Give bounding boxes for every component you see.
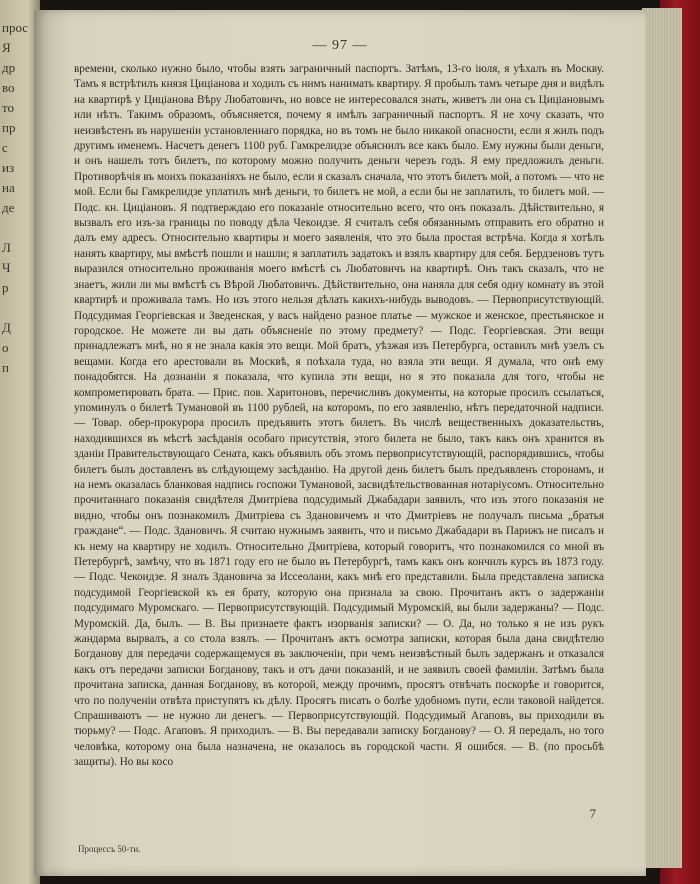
signature-mark: 7: [589, 806, 596, 821]
running-footer: Процессъ 50-ти.: [78, 844, 141, 854]
body-paragraph: времени, сколько нужно было, чтобы взять заграничный паспортъ. Затѣмъ, 13-го іюля, я уѣхалъ въ Москву. Тамъ я встрѣтилъ князя Цицiанова и ходилъ съ нимъ нанимать квартиру. Я пробылъ тамъ четыре дня и видѣлъ на квартирѣ у Цицiанова Вѣру Любатовичъ, но вовсе не интересовался знать, живетъ ли она съ Цицiановымъ или нѣтъ. Такимъ образомъ, объясняется, почему я имѣлъ заграничный паспортъ. Я не хочу сказать, что неизвѣстенъ въ нарушеніи установленнаго порядка, но въ томъ не было никакой опасности, если я жилъ подъ другимъ именемъ. Насчетъ денегъ 1100 руб. Гамкрелидзе объяснилъ все какъ было. Ему нужны были деньги, и онъ нашелъ тотъ билетъ, по которому можно получить деньги черезъ годъ. Я ему предложилъ деньги. Противорѣчія въ моихъ показаніяхъ не было, если я сказалъ сначала, что этотъ билетъ мой, а потомъ — что не мой. Если бы Гамкрелидзе уплатилъ мнѣ деньги, то билетъ не мой, а если бы не заплатилъ, то билетъ мой. — Подс. кн. Цицiановъ. Я подтверждаю его показаніе относительно всего, что онъ показалъ. Дѣйствительно, я вызвалъ его изъ-за границы по поводу дѣла Чекоидзе. Я считалъ себя обязаннымъ отправить его обратно и далъ ему адресъ. Относительно квартиры и моего заявленія, что это была простая встрѣча. Когда я хотѣлъ нанять квартиру, мы вмѣстѣ пошли и нашли; я заплатилъ задатокъ и взялъ квартиру для себя. Бердзеновъ тутъ выразился относительно проживанія моего вмѣстѣ съ Любатовичъ на квартирѣ. Онъ такъ сказалъ, что не знаетъ, жили ли мы вмѣстѣ съ Вѣрой Любатовичъ. Дѣйствительно, она наняла для себя одну комнату въ этой квартирѣ и проживала тамъ. Но изъ этого нельзя дѣлать какихъ-нибудь выводовъ. — Первоприсутствующій. Подсудимая Георгіевская и Зведенская, у васъ найдено разное платье — мужское и женское, престьянское и городское. Не можете ли вы дать объясненіе по этому предмету? — Подс. Георгіевская. Эти вещи принадлежатъ мнѣ, но я не знала какія это вещи. Мой братъ, уѣзжая изъ Петербурга, оставилъ мнѣ узелъ съ вещами. Когда его арестовали въ Москвѣ, я поѣхала туда, но взяла эти вещи. Я думала, что онѣ ему понадобятся. На дознаніи я показала, что купила эти вещи, но я это показала для того, чтобы не компрометировать брата. — Прис. пов. Харитоновъ, перечисливъ документы, на которые просилъ ссылаться, упоминулъ о билетѣ Тумановой въ 1100 рублей, на которомъ, по его заявленію, нѣтъ передаточной надписи. — Товар. обер-прокурора просилъ предъявить этотъ билетъ. Въ числѣ вещественныхъ доказательствъ, находившихся въ мѣстѣ засѣданія особаго присутствія, этого билета не было, такъ какъ онъ хранится въ зданіи Правительствующаго Сената, какъ объявилъ объ этомъ первоприсутствующій, распорядившись, чтобы билетъ былъ доставленъ въ слѣдующему засѣданію. На другой день билетъ былъ предъявленъ сторонамъ, и на немъ оказалась бланковая надпись госпожи Тумановой, засвидѣтельствованная нотаріусомъ. Относительно прочитаннаго показанія свидѣтеля Дмитріева подсудимый Джабадари заявилъ, что изъ этого показанія не видно, чтобы онъ познакомилъ Дмитріева съ Здановичемъ и что Дмитріевъ не получалъ письма „братья граждане“. — Подс. Здановичъ. Я считаю нужнымъ заявить, что и письмо Джабадари въ Парижъ не писалъ и къ нему на квартиру не ходилъ. Относительно Дмитріева, который говоритъ, что познакомился со мной въ Петербургѣ, замѣчу, что въ 1871 году его не было въ Петербургѣ, тамъ какъ онъ кончилъ курсъ въ 1873 году. — Подс. Чекоидзе. Я зналъ Здановича за Иссеолани, какъ мнѣ его представили. Была представлена записка подсудимой Георгіевской къ ея брату, которую она признала за свою. Прочитанъ актъ о задержаніи подсудимаго Муромскаго. — Первоприсутствующій. Подсудимый Муромскій, вы были задержаны? — Подс. Муромскій. Да, былъ. — В. Вы признаете фактъ изорванія записки? — О. Да, но только я не изъ рукъ жандарма вырвалъ, а со стола взялъ. — Прочитанъ актъ осмотра записки, которая была дана свидѣтелю Богданову для передачи содержащемуся въ заключеніи, при чемъ неизвѣстный былъ задержанъ и отказался какъ отъ передачи записки Богданову, такъ и отъ дачи показаній, и не заявилъ своей фамиліи. Затѣмъ была прочитана записка, данная Богданову, въ которой, между прочимъ, просятъ отвѣчать поскорѣе и говорится, что по полученіи отвѣта приступятъ къ дѣлу. Просятъ писать о болѣе удобномъ пути, если таковой найдется. Спрашиваютъ — не нужно ли денегъ. — Первоприсутствующій. Подсудимый Агаповъ, вы приходили въ тюрьму? — Подс. Агаповъ. Я приходилъ. — В. Вы передавали записку Богданову? — О. Я передалъ, но того человѣка, которому она была назначена, не оказалось въ городской части. Я ошибся. — В. (по просьбѣ защиты). Но вы косо: [74, 63, 604, 769]
book-page: [34, 10, 646, 876]
page-number: — 97 —: [312, 38, 368, 53]
page-stack-edge: [642, 8, 682, 868]
page-body: [74, 62, 604, 771]
left-page-text: прос Я др во то пр с из на де Л Ч р Д о п: [2, 20, 29, 375]
